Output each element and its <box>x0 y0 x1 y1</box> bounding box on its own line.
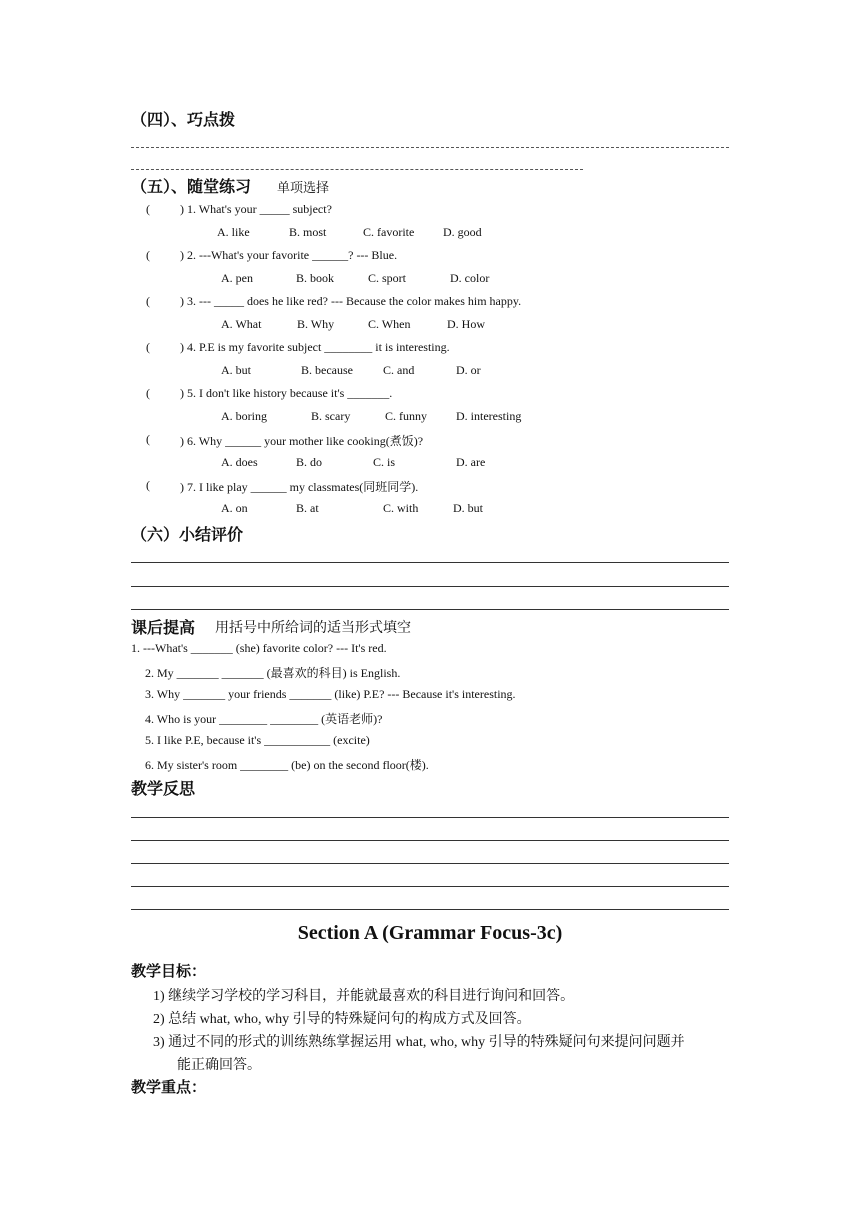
homework-item: 5. I like P.E, because it's ___________ (excite) <box>145 733 370 747</box>
heading-section-6: （六）小结评价 <box>131 527 244 544</box>
answer-paren: ( <box>146 478 150 492</box>
answer-line <box>131 562 729 563</box>
answer-line <box>131 586 729 587</box>
heading-section-4: （四）、巧点拨 <box>131 112 236 129</box>
homework-item: 6. My sister's room ________ (be) on the second floor(楼). <box>145 758 429 772</box>
answer-paren: ( <box>146 248 150 262</box>
question-option: A. boring <box>221 409 267 423</box>
homework-heading: 课后提高 <box>131 620 196 637</box>
answer-line <box>131 840 729 841</box>
question-option: C. sport <box>368 271 407 285</box>
question-option: C. favorite <box>363 225 415 239</box>
goal-item: 能正确回答。 <box>177 1058 261 1073</box>
homework-item: 2. My _______ _______ (最喜欢的科目) is English. <box>145 666 401 680</box>
homework-item: 1. ---What's _______ (she) favorite color? --- It's red. <box>131 641 387 655</box>
question-option: D. color <box>450 271 490 285</box>
homework-instruction: 用括号中所给词的适当形式填空 <box>215 621 411 636</box>
question-stem: ) 3. --- _____ does he like red? --- Because the color makes him happy. <box>180 294 522 308</box>
question-stem: ) 4. P.E is my favorite subject ________ it is interesting. <box>180 340 450 354</box>
heading-section-5: （五）、随堂练习 <box>131 179 252 196</box>
homework-item: 3. Why _______ your friends _______ (like) P.E? --- Because it's interesting. <box>145 687 516 701</box>
question-option: B. because <box>301 363 353 377</box>
goal-item: 2) 总结 what, who, why 引导的特殊疑问句的构成方式及回答。 <box>153 1012 531 1027</box>
question-option: D. good <box>443 225 482 239</box>
answer-paren: ( <box>146 340 150 354</box>
question-option: A. on <box>221 501 248 515</box>
question-option: C. When <box>368 317 411 331</box>
question-option: D. or <box>456 363 481 377</box>
question-option: B. at <box>296 501 319 515</box>
question-stem: ) 1. What's your _____ subject? <box>180 202 332 216</box>
answer-line <box>131 169 583 170</box>
section-title: Section A (Grammar Focus-3c) <box>297 922 563 944</box>
question-option: D. interesting <box>456 409 522 423</box>
question-option: B. do <box>296 455 323 469</box>
section-5-subtitle: 单项选择 <box>277 180 330 195</box>
answer-line <box>131 909 729 910</box>
question-option: A. pen <box>221 271 253 285</box>
answer-paren: ( <box>146 294 150 308</box>
question-stem: ) 7. I like play ______ my classmates(同班同学). <box>180 480 419 494</box>
answer-line <box>131 609 729 610</box>
answer-line <box>131 863 729 864</box>
answer-line <box>131 817 729 818</box>
reflection-heading: 教学反思 <box>131 781 196 798</box>
question-stem: ) 5. I don't like history because it's _______. <box>180 386 393 400</box>
question-stem: ) 2. ---What's your favorite ______? --- Blue. <box>180 248 398 262</box>
question-option: A. does <box>221 455 258 469</box>
question-option: C. and <box>383 363 415 377</box>
answer-paren: ( <box>146 432 150 446</box>
question-option: D. are <box>456 455 486 469</box>
question-option: B. book <box>296 271 335 285</box>
question-option: A. What <box>221 317 262 331</box>
question-option: B. scary <box>311 409 351 423</box>
homework-item: 4. Who is your ________ ________ (英语老师)? <box>145 712 383 726</box>
question-option: C. is <box>373 455 396 469</box>
goal-item: 1) 继续学习学校的学习科目，并能就最喜欢的科目进行询问和回答。 <box>153 989 575 1004</box>
answer-line <box>131 886 729 887</box>
question-option: B. Why <box>297 317 335 331</box>
question-option: C. funny <box>385 409 427 423</box>
question-option: B. most <box>289 225 327 239</box>
question-option: A. but <box>221 363 251 377</box>
answer-paren: ( <box>146 202 150 216</box>
answer-paren: ( <box>146 386 150 400</box>
goal-item: 3) 通过不同的形式的训练熟练掌握运用 what, who, why 引导的特殊疑问句来提问问题并 <box>153 1035 685 1050</box>
question-option: D. How <box>447 317 485 331</box>
question-option: C. with <box>383 501 419 515</box>
question-stem: ) 6. Why ______ your mother like cooking(煮饭)? <box>180 434 424 448</box>
question-option: A. like <box>217 225 250 239</box>
focus-heading: 教学重点： <box>131 1080 207 1096</box>
goals-heading: 教学目标： <box>131 964 207 980</box>
question-option: D. but <box>453 501 483 515</box>
answer-line <box>131 147 729 148</box>
